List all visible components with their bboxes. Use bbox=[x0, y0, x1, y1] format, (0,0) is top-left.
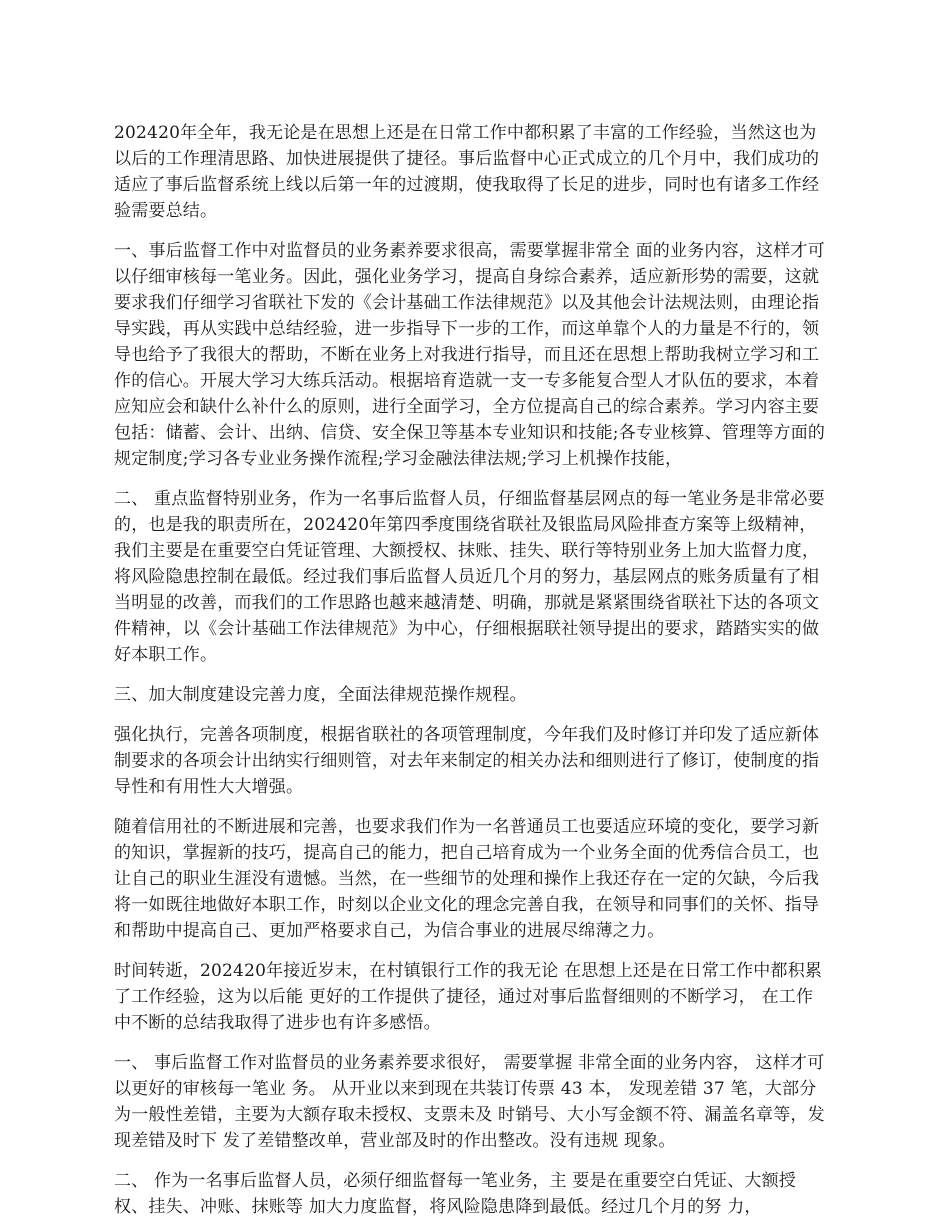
paragraph-section-2: 二、 重点监督特别业务，作为一名事后监督人员，仔细监督基层网点的每一笔业务是非常必要的，也是我的职责所在，202420年第四季度围绕省联社及银监局风险排查方案等上级精神，我们主要是在重要空白凭证管理、大额授权、抹账、挂失、联行等特别业务上加大监督力度，将风险隐患控制在最低。经过我们事后监督人员近几个月的努力，基层网点的账务质量有了相当明显的改善，而我们的工作思路也越来越清楚、明确，那就是紧紧围绕省联社下达的各项文件精神，以《会计基础工作法律规范》为中心，仔细根据联社领导提出的要求，踏踏实实的做好本职工作。 bbox=[114, 489, 825, 665]
paragraph-closing: 随着信用社的不断进展和完善，也要求我们作为一名普通员工也要适应环境的变化，要学习新的知识，掌握新的技巧，提高自己的能力，把自己培育成为一个业务全面的优秀信合员工，也让自己的职业生涯没有遗憾。当然，在一些细节的处理和操作上我还存在一定的欠缺，今后我将一如既往地做好本职工作，时刻以企业文化的理念完善自我，在领导和同事们的关怀、指导和帮助中提高自己、更加严格要求自己，为信合事业的进展尽绵薄之力。 bbox=[114, 817, 820, 941]
paragraph-section-1: 一、事后监督工作中对监督员的业务素养要求很高，需要掌握非常全 面的业务内容，这样才可以仔细审核每一笔业务。因此，强化业务学习，提高自身综合素养，适应新形势的需要，这就要求我们仔细学习省联社下发的《会计基础工作法律规范》以及其他会计法规法则，由理论指导实践，再从实践中总结经验，进一步指导下一步的工作，而这单靠个人的力量是不行的，领导也给予了我很大的帮助，不断在业务上对我进行指导，而且还在思想上帮助我树立学习和工作的信心。开展大学习大练兵活动。根据培育造就一支一专多能复合型人才队伍的要求，本着应知应会和缺什么补什么的原则，进行全面学习，全方位提高自己的综合素养。学习内容主要包括：储蓄、会计、出纳、信贷、安全保卫等基本专业知识和技能;各专业核算、管理等方面的规定制度;学习各专业业务操作流程;学习金融法律法规;学习上机操作技能， bbox=[114, 241, 826, 469]
document-body bbox=[114, 120, 830, 1220]
paragraph-section-3-body: 强化执行，完善各项制度，根据省联社的各项管理制度，今年我们及时修订并印发了适应新体制要求的各项会计出纳实行细则管，对去年来制定的相关办法和细则进行了修订，使制度的指导性和有用性大大增强。 bbox=[114, 725, 820, 797]
paragraph-second-section-2: 二、 作为一名事后监督人员，必须仔细监督每一笔业务，主 要是在重要空白凭证、大额授权、挂失、冲账、抹账等 加大力度监督，将风险隐患降到最低。经过几个月的努 力， bbox=[114, 1171, 797, 1217]
paragraph-intro: 202420年全年，我无论是在思想上还是在日常工作中都积累了丰富的工作经验，当然这也为以后的工作理清思路、加快进展提供了捷径。事后监督中心正式成立的几个月中，我们成功的适应了事后监督系统上线以后第一年的过渡期，使我取得了长足的进步，同时也有诸多工作经验需要总结。 bbox=[114, 123, 820, 221]
paragraph-section-3-heading: 三、加大制度建设完善力度，全面法律规范操作规程。 bbox=[114, 685, 527, 705]
paragraph-second-section-1: 一、 事后监督工作对监督员的业务素养要求很好， 需要掌握 非常全面的业务内容， 这样才可以更好的审核每一笔业 务。 从开业以来到现在共装订传票 43 本， 发现差错 37 笔，大部分为一般性差错，主要为大额存取未授权、支票未及 时销号、大小写金额不符、漏盖名章等，发现差错及时下 发了差错整改单，营业部及时的作出整改。没有违规 现象。 bbox=[114, 1053, 825, 1151]
paragraph-second-intro: 时间转逝，202420年接近岁末，在村镇银行工作的我无论 在思想上还是在日常工作中都积累了工作经验，这为以后能 更好的工作提供了捷径，通过对事后监督细则的不断学习， 在工作中不断的总结我取得了进步也有许多感悟。 bbox=[114, 961, 823, 1033]
